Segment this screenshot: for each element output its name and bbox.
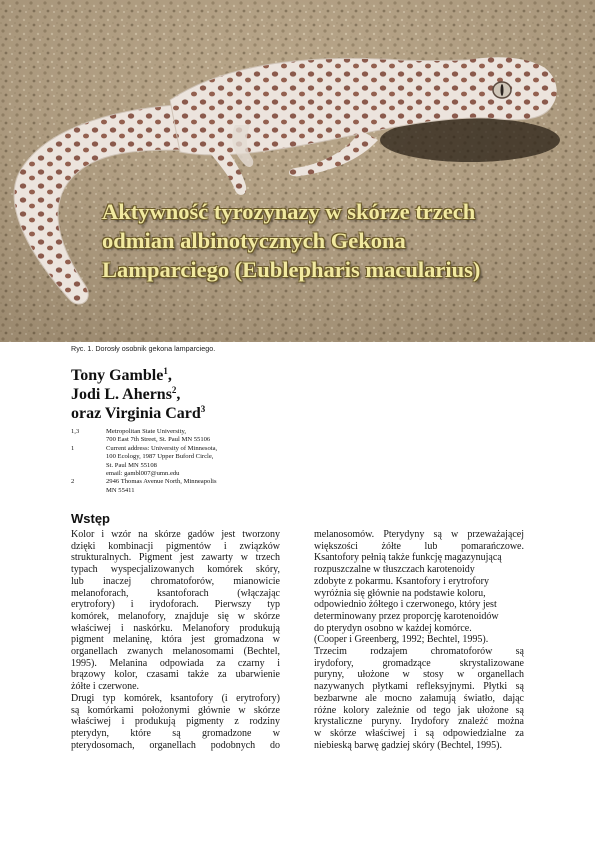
affiliation-line: St. Paul MN 55108 [106,461,157,469]
body-line: puryny, ułożone w stosy w organellach [314,669,524,681]
affiliation [71,445,271,479]
body-line: bezbarwne ale mocno załamują światło, dając [314,692,524,704]
body-line: melanosomów. Pterydyny są w przeważającej [314,529,524,540]
affiliation-line: 700 East 7th Street, St. Paul MN 55106 [106,436,211,444]
section-heading: Wstęp [71,511,110,526]
gecko-photo [0,0,595,342]
affiliation-line: 100 Ecology, 1987 Upper Buford Circle, [106,453,214,461]
title-line: odmian albinotycznych Gekona [102,228,406,253]
affiliation-line: Metropolitan State University, [106,428,186,435]
article-title [102,197,582,284]
body-line: 1995). Melanina odpowiada za czarny i [71,657,280,669]
body-line: odpowiednio żółtego i czerwonego, który jest [314,599,497,611]
body-line: wyróżnia się głównie na podstawie koloru, [314,587,486,599]
body-line: organellach zwanych melanosomami (Bechtel, [71,646,280,658]
affiliation-number: 1 [71,444,75,452]
body-line: strukturalnych. Pigment jest zawarty w trzech [71,552,280,564]
body-line: są komórkami położonymi głównie w skórze [71,704,280,716]
body-line: większości żółte lub pomarańczowe. [314,540,524,552]
body-line: determinowany przez proporcję karotenoidów [314,610,499,622]
affiliation-number: 2 [71,478,75,486]
body-line: nazywanych płytkami refleksyjnymi. Płytki są [314,681,524,693]
title-line: Aktywność tyrozynazy w skórze trzech [102,199,476,224]
affiliations [71,428,271,495]
author: oraz Virginia Card$^3$ [71,404,206,422]
author-list [71,366,291,423]
body-line: brązowy kolor, czasami także za ubarwienie [71,669,280,681]
affiliation [71,478,271,495]
body-line: do pterydyn osobno w każdej komórce. [314,622,472,634]
body-line: rozpuszczalne w tłuszczach karotenoidy [314,564,475,576]
affiliation-line: 2946 Thomas Avenue North, Minneapolis [106,478,217,486]
gecko-illustration [0,0,595,342]
body-line: krystaliczne puryny. Irydofory znaleźć można [314,716,524,728]
body-line: typach wyspecjalizowanych komórek skóry, [71,564,280,576]
body-line: różne kolory zależnie od tego jak ułożone są [314,704,524,716]
figure-caption: Ryc. 1. Dorosły osobnik gekona lamparciego. [71,344,216,353]
body-line: pterydyn, które są gromadzone w [71,727,280,739]
affiliation-line: MN 55411 [106,486,135,494]
body-line: właściwej i naskórku. Melanofory produkują [71,622,280,634]
body-line: w skórze właściwej i są odpowiedzialne za [314,727,524,739]
body-line: zdobyte z pokarmu. Ksantofory i erytrofory [314,575,489,587]
body-line: melanoforach, ksantoforach (włączając [71,587,280,599]
body-line: lub inaczej chromatoforów, mianowicie [71,575,280,587]
body-line: erytrofory) i irydoforach. Pierwszy typ [71,599,280,611]
body-line: (Cooper i Greenberg, 1992; Bechtel, 1995). [314,634,489,646]
body-line: pterydosomach, organellach podobnych do [71,739,280,751]
body-line: żółte i czerwone. [71,681,140,693]
body-line: pigment melaninę, która jest gromadzona w [71,634,280,646]
affiliation [71,428,271,445]
affiliation-number: 1,3 [71,428,80,435]
body-column-left [71,529,280,751]
affiliation-email[interactable]: email: gambl007@umn.edu [106,470,180,478]
body-line: Trzecim rodzajem chromatoforów są [314,646,524,658]
title-line: Lamparciego (Eublepharis macularius) [102,257,481,282]
body-line: Kolor i wzór na skórze gadów jest tworzony [71,529,280,540]
body-line: Drugi typ komórek, ksantofory (i erytrofory) [71,692,280,704]
affiliation-line: Current address: University of Minnesota, [106,444,218,452]
body-line: dzięki kombinacji pigmentów i związków [71,540,280,552]
body-column-right [314,529,524,751]
body-line: Ksantofory pełnią także funkcję magazynującą [314,552,502,564]
body-line: komórek, melanofory, znajduje się w skórze [71,610,280,622]
author: Tony Gamble$^1$, [71,366,172,384]
author: Jodi L. Aherns$^2$, [71,385,181,403]
body-line: właściwej i produkują pigmenty z rodziny [71,716,280,728]
body-line: irydofory, gromadzące skrystalizowane [314,657,524,669]
body-line: niebieską barwę gadziej skóry (Bechtel, 1995). [314,739,502,751]
